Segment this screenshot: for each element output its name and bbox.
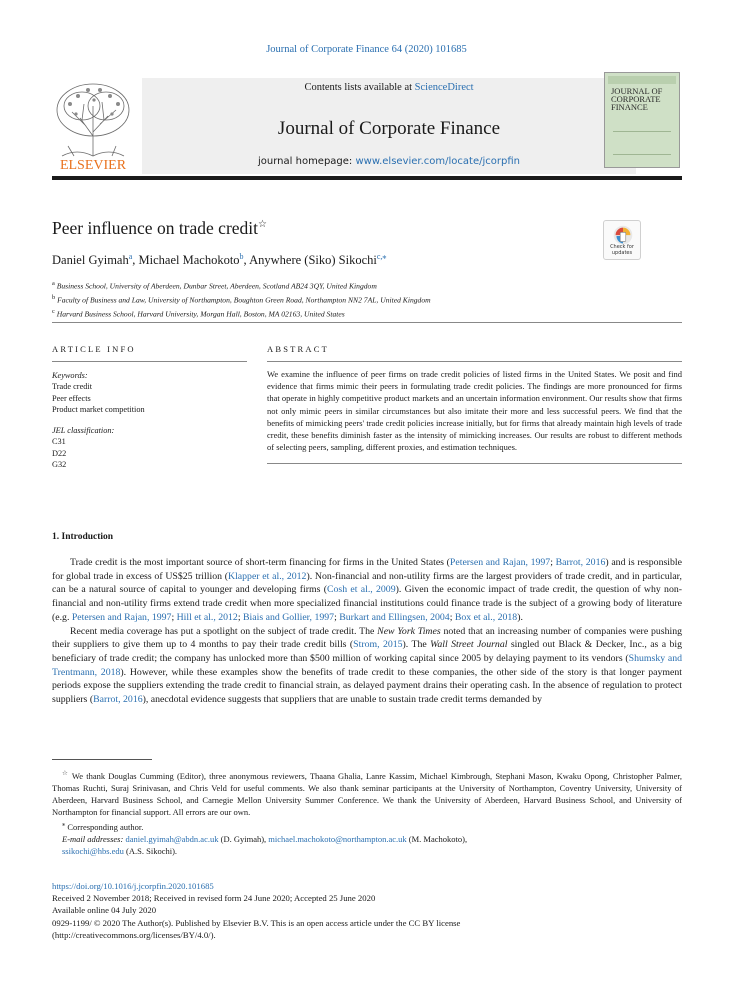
affiliations: [52, 278, 431, 320]
section-heading-introduction: 1. Introduction: [52, 532, 114, 542]
author-name: Anywhere (Siko) Sikochi: [249, 253, 377, 268]
corresponding-text: Corresponding author.: [67, 821, 144, 832]
keyword: Trade credit: [52, 382, 93, 392]
doi-link[interactable]: https://doi.org/10.1016/j.jcorpfin.2020.101685: [52, 881, 214, 891]
cover-top-band: [608, 76, 676, 84]
keywords-block: [52, 362, 247, 470]
affiliation-text: Harvard Business School, Harvard University, Morgan Hall, Boston, MA 02163, United States: [56, 309, 345, 319]
text-run: singled out Black & Decker, Inc., as a big beneficiary of trade credit; the company has unlocked more than $500 million of working capital since 2005 by delaying payment to its vendors (: [52, 639, 683, 664]
author-affil-mark[interactable]: c,⁎: [376, 252, 387, 261]
journal-title: Journal of Corporate Finance: [277, 118, 501, 139]
journal-homepage: [142, 156, 636, 167]
italic-text: New York Times: [377, 625, 441, 637]
jel-code: D22: [52, 448, 67, 458]
abstract-heading: ABSTRACT: [267, 344, 682, 362]
text-run: Recent media coverage has put a spotlight on the subject of trade credit. The: [70, 625, 378, 637]
paper-title: [52, 218, 267, 239]
footnote-mark: ⁎: [62, 820, 66, 828]
email-owner: (D. Gyimah),: [218, 833, 269, 844]
journal-reference[interactable]: Journal of Corporate Finance 64 (2020) 101685: [266, 44, 467, 55]
check-for-updates-badge[interactable]: [603, 220, 641, 260]
homepage-link[interactable]: www.elsevier.com/locate/jcorpfin: [355, 156, 520, 167]
keyword: Peer effects: [52, 393, 91, 403]
corresponding-author-footnote: [52, 819, 682, 833]
acknowledgement-footnote: [52, 768, 682, 819]
received-dates: Received 2 November 2018; Received in revised form 24 June 2020; Accepted 25 June 2020: [52, 893, 376, 904]
affiliation: [52, 278, 431, 292]
paper-title-text: Peer influence on trade credit: [52, 218, 259, 238]
available-online: Available online 04 July 2020: [52, 905, 157, 916]
introduction-body: [52, 556, 682, 707]
citation-link[interactable]: Shumsky and Trentmann, 2018: [52, 652, 683, 678]
cover-title: JOURNAL OF CORPORATE FINANCE: [611, 86, 663, 112]
text-run: ). However, while these examples show the benefits of trade credit to these companies, the other side of the story is that longer payment periods expose the suppliers extending the trade credit to financial strain, as delayed payment drains their operating cash. In the absence of regulation to protect suppliers (: [52, 666, 682, 706]
email-label: E-mail addresses:: [62, 833, 126, 844]
article-info: [52, 344, 247, 470]
text-run: ). Given the economic impact of trade credit, the question of why non-financial and non-utility firms extend trade credit when more specialized financial institutions could finance trade is the subject of a growing body of literature (e.g.: [52, 584, 682, 623]
paragraph: [52, 625, 682, 707]
citation-link[interactable]: Biais and Gollier, 1997: [243, 611, 335, 623]
cover-decoration: [613, 131, 671, 155]
homepage-prefix: journal homepage:: [258, 156, 356, 167]
affiliation: [52, 292, 431, 306]
text-run: Trade credit is the most important source of short-term financing for firms in the United States (: [70, 557, 450, 568]
author-list: Daniel Gyimah$^a$, Michael Machokoto$^b$, Anywhere (Siko) Sikochi$^{c,⁎}$: [52, 252, 387, 268]
text-run: ).: [517, 611, 523, 623]
citation-link[interactable]: Burkart and Ellingsen, 2004: [339, 611, 450, 623]
affiliation-mark: a: [52, 280, 55, 287]
email-owner: (M. Machokoto),: [406, 833, 468, 844]
citation-link[interactable]: Strom, 2015: [353, 639, 403, 651]
text-run: ;: [171, 611, 177, 623]
publisher-name: ELSEVIER: [59, 158, 127, 172]
citation-link[interactable]: Barrot, 2016: [555, 557, 606, 568]
author-affil-mark[interactable]: b: [239, 252, 244, 261]
sciencedirect-link[interactable]: ScienceDirect: [414, 82, 474, 93]
article-info-heading: ARTICLE INFO: [52, 344, 247, 362]
affiliation-mark: b: [52, 294, 56, 302]
affiliation-mark: c: [52, 308, 55, 316]
text-run: ;: [334, 611, 340, 623]
abstract-text: We examine the influence of peer firms on trade credit policies of listed firms in the United States. We posit and find evidence that firms mimic their peers in formulating trade credit policies. The findings are more pronounced for firms that operate in highly competitive product markets and an uncertain information environment. Our results show that firms not only mimic peers in similar circumstances but also imitate their more and less successful peers. We find that the benefits of mimicking peers' trade credit policies increase initially, but for firms that already maintain high levels of trade credit, these benefits diminish faster as the intensity of mimicking increases. Our results are robust to different methods of selecting peers, sampling, different proxies, and estimation techniques.: [267, 362, 682, 464]
affiliation-text: Business School, University of Aberdeen, Dunbar Street, Aberdeen, Scotland AB24 3QY, United Kingdom: [56, 281, 377, 291]
jel-label: JEL classification:: [52, 426, 115, 436]
keyword: Product market competition: [52, 404, 145, 414]
citation-link[interactable]: Petersen and Rajan, 1997: [449, 557, 551, 568]
contents-line: [142, 82, 636, 93]
citation-link[interactable]: Hill et al., 2012: [176, 611, 238, 623]
masthead: [52, 70, 682, 176]
author-affil-mark[interactable]: a: [128, 252, 133, 261]
italic-text: Wall Street Journal: [430, 639, 508, 651]
publication-info: [52, 880, 682, 941]
contents-prefix: Contents lists available at: [304, 82, 415, 93]
affiliation: [52, 306, 431, 320]
text-run: ;: [237, 611, 244, 623]
citation-link[interactable]: Klapper et al., 2012: [228, 570, 307, 582]
jel-code: C31: [52, 437, 66, 447]
citation-link[interactable]: Barrot, 2016: [93, 694, 143, 706]
masthead-box: [142, 78, 636, 174]
text-run: ). Non-financial and non-utility firms are the largest providers of trade credit, and in particular, can be a natural source of capital to younger and developing firms (: [52, 570, 682, 596]
masthead-rule: [52, 176, 682, 180]
header-divider: [52, 322, 682, 323]
text-run: ;: [550, 557, 556, 568]
footnote-mark: ☆: [62, 770, 69, 777]
abstract: [267, 344, 682, 464]
citation-link[interactable]: Box et al., 2018: [454, 611, 518, 623]
title-footnote-mark[interactable]: ☆: [258, 219, 267, 231]
text-run: ) and is responsible for global trade in excess of US$25 trillion (: [52, 557, 682, 582]
text-run: ;: [449, 611, 455, 623]
text-run: ), anecdotal evidence suggests that suppliers that are unable to sustain trade credit terms demanded by: [142, 694, 542, 706]
acknowledgement-text: We thank Douglas Cumming (Editor), three anonymous reviewers, Thaana Ghalia, Lanre Kassim, Michael Kimbrough, Stephani Mason, Kwaku Opong, Christopher Palmer, Thomas Ruchti, Suraj Srinivasan, and Chris Veld for useful comments. We also thank seminar participants at the University of Northampton, Coventry University, University of Aberdeen, Harvard Business School, and Carnegie Mellon University Summer Conference. We thank the University of Aberdeen, Harvard Business School, and University of Northampton for financial support. All errors are our own.: [52, 770, 683, 818]
license-line: 0929-1199/ © 2020 The Author(s). Published by Elsevier B.V. This is an open access article under the CC BY license: [52, 917, 461, 928]
email-owner: (A.S. Sikochi).: [123, 845, 178, 856]
text-run: ). The: [402, 639, 431, 651]
email-link[interactable]: daniel.gyimah@abdn.ac.uk: [125, 833, 219, 844]
email-addresses: [52, 833, 682, 857]
citation-link[interactable]: Petersen and Rajan, 1997: [71, 611, 172, 623]
jel-code: G32: [52, 460, 67, 470]
footnotes: [52, 768, 682, 857]
email-link[interactable]: ssikochi@hbs.edu: [62, 845, 124, 856]
elsevier-tree-logo: [52, 76, 134, 172]
author-name: Daniel Gyimah: [52, 253, 129, 268]
author-name: Michael Machokoto: [138, 253, 240, 268]
footnote-rule: [52, 759, 152, 760]
paragraph: [52, 556, 682, 625]
keywords-label: Keywords:: [52, 371, 88, 380]
journal-cover-thumbnail[interactable]: [604, 72, 680, 168]
crossmark-label: Check for updates: [610, 244, 634, 256]
text-run: noted that an increasing number of companies were pushing their suppliers to give them up to 4 months to pay their trade credit bills (: [52, 625, 683, 651]
citation-link[interactable]: Cosh et al., 2009: [326, 584, 396, 596]
affiliation-text: Faculty of Business and Law, University of Northampton, Boughton Green Road, Northampton NN2 7AL, United Kingdom: [57, 295, 431, 305]
email-link[interactable]: michael.machokoto@northampton.ac.uk: [268, 833, 407, 844]
license-url[interactable]: (http://creativecommons.org/licenses/BY/4.0/).: [52, 929, 216, 940]
